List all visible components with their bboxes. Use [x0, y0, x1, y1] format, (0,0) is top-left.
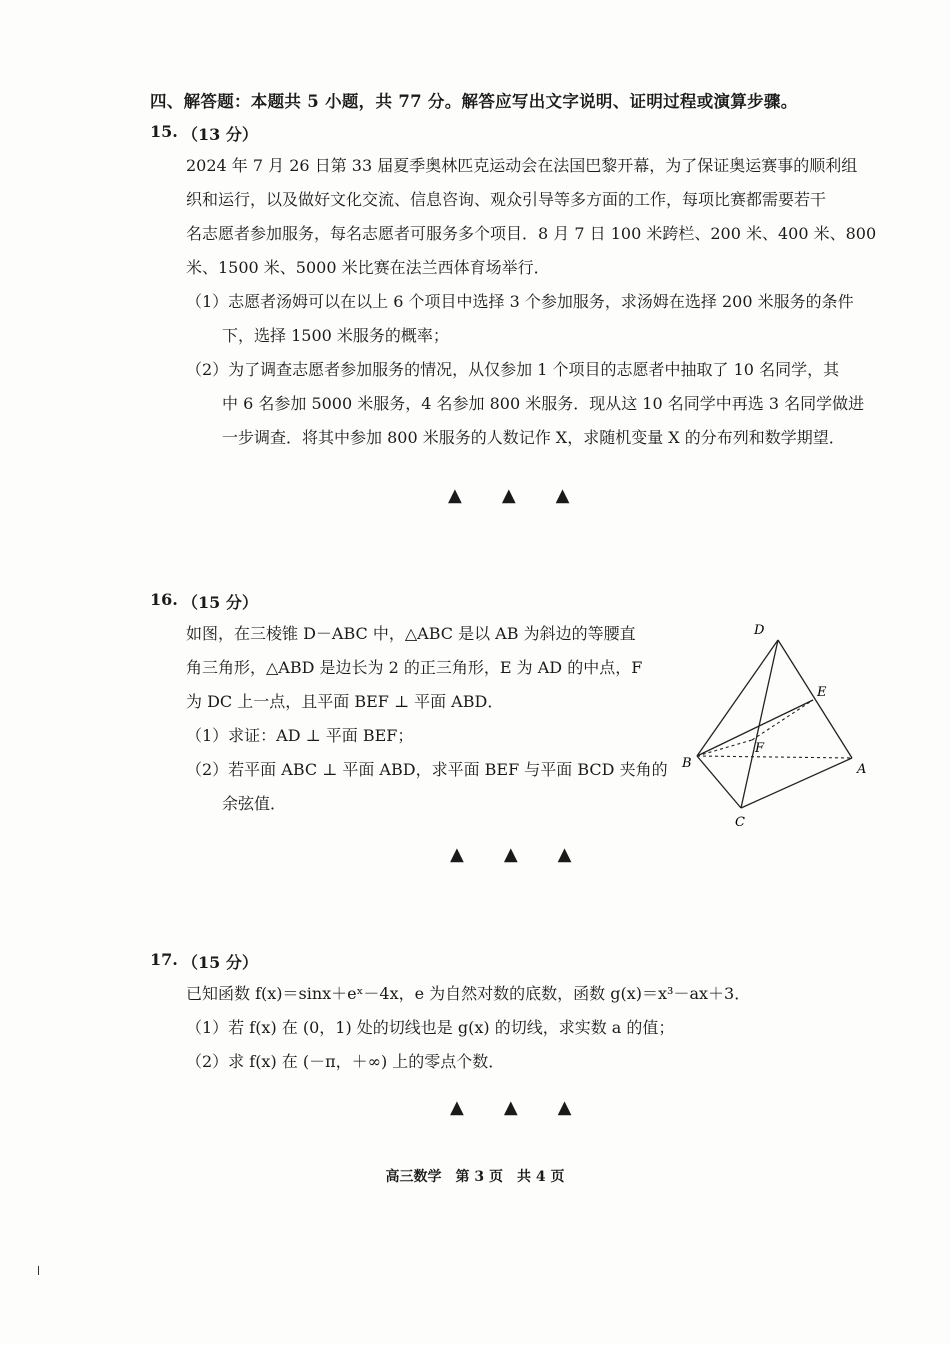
section-heading: 四、解答题：本题共 5 小题，共 77 分。解答应写出文字说明、证明过程或演算步骤。 — [150, 92, 798, 111]
edge-FE-hidden — [752, 700, 813, 740]
q15-part2-line-1: （2）为了调查志愿者参加服务的情况，从仅参加 1 个项目的志愿者中抽取了 10 名同学，其 — [186, 360, 840, 379]
q16-part1: （1）求证：AD ⊥ 平面 BEF； — [186, 726, 414, 745]
q15-part1-line-2: 下，选择 1500 米服务的概率； — [222, 326, 449, 345]
q15-intro-line-1: 2024 年 7 月 26 日第 33 届夏季奥林匹克运动会在法国巴黎开幕，为了保证奥运赛事的顺利组 — [186, 156, 858, 175]
q16-number: 16. — [150, 590, 178, 609]
q17-part1: （1）若 f(x) 在 (0，1) 处的切线也是 g(x) 的切线，求实数 a 的值； — [186, 1018, 675, 1037]
scan-mark — [38, 1266, 39, 1275]
edge-BA-hidden — [697, 756, 852, 758]
tetrahedron-figure — [670, 615, 880, 835]
q15-number: 15. — [150, 122, 178, 141]
page-footer: 高三数学 第 3 页 共 4 页 — [385, 1169, 565, 1185]
q15-intro-line-3: 名志愿者参加服务，每名志愿者可服务多个项目．8 月 7 日 100 米跨栏、200 米、400 米、800 — [186, 224, 877, 243]
edge-BC — [697, 756, 741, 808]
q17-intro: 已知函数 f(x)＝sinx＋eˣ－4x，e 为自然对数的底数，函数 g(x)＝x³－ax＋3． — [186, 984, 751, 1003]
q17-number: 17. — [150, 950, 178, 969]
edge-DA — [778, 640, 852, 758]
edge-DC — [741, 640, 778, 808]
q15-part2-line-3: 一步调查．将其中参加 800 米服务的人数记作 X，求随机变量 X 的分布列和数学期望． — [222, 428, 845, 447]
q17-separator: ▲▲▲ — [450, 1097, 612, 1118]
label-C: C — [735, 815, 745, 830]
label-F: F — [755, 741, 765, 756]
q16-separator: ▲▲▲ — [450, 844, 612, 865]
label-E: E — [817, 685, 827, 700]
q16-intro-line-3: 为 DC 上一点，且平面 BEF ⊥ 平面 ABD． — [186, 692, 504, 711]
q15-part1-line-1: （1）志愿者汤姆可以在以上 6 个项目中选择 3 个参加服务，求汤姆在选择 200 米服务的条件 — [186, 292, 854, 311]
q16-part2-line-1: （2）若平面 ABC ⊥ 平面 ABD，求平面 BEF 与平面 BCD 夹角的 — [186, 760, 668, 779]
label-B: B — [682, 756, 692, 771]
q16-part2-line-2: 余弦值． — [222, 794, 287, 813]
q15-points: （13 分） — [182, 125, 258, 144]
q15-intro-line-2: 织和运行，以及做好文化交流、信息咨询、观众引导等多方面的工作，每项比赛都需要若干 — [186, 190, 827, 209]
q17-points: （15 分） — [182, 953, 258, 972]
edge-CA — [741, 758, 852, 808]
label-D: D — [754, 623, 765, 638]
label-A: A — [857, 762, 867, 777]
q16-intro-line-1: 如图，在三棱锥 D－ABC 中，△ABC 是以 AB 为斜边的等腰直 — [186, 624, 636, 643]
q15-intro-line-4: 米、1500 米、5000 米比赛在法兰西体育场举行． — [186, 258, 550, 277]
q15-part2-line-2: 中 6 名参加 5000 米服务，4 名参加 800 米服务．现从这 10 名同学中再选 3 名同学做进 — [222, 394, 865, 413]
q16-intro-line-2: 角三角形，△ABD 是边长为 2 的正三角形，E 为 AD 的中点，F — [186, 658, 643, 677]
q16-points: （15 分） — [182, 593, 258, 612]
q15-separator: ▲▲▲ — [448, 485, 610, 506]
q17-part2: （2）求 f(x) 在 (－π，＋∞) 上的零点个数． — [186, 1052, 505, 1071]
